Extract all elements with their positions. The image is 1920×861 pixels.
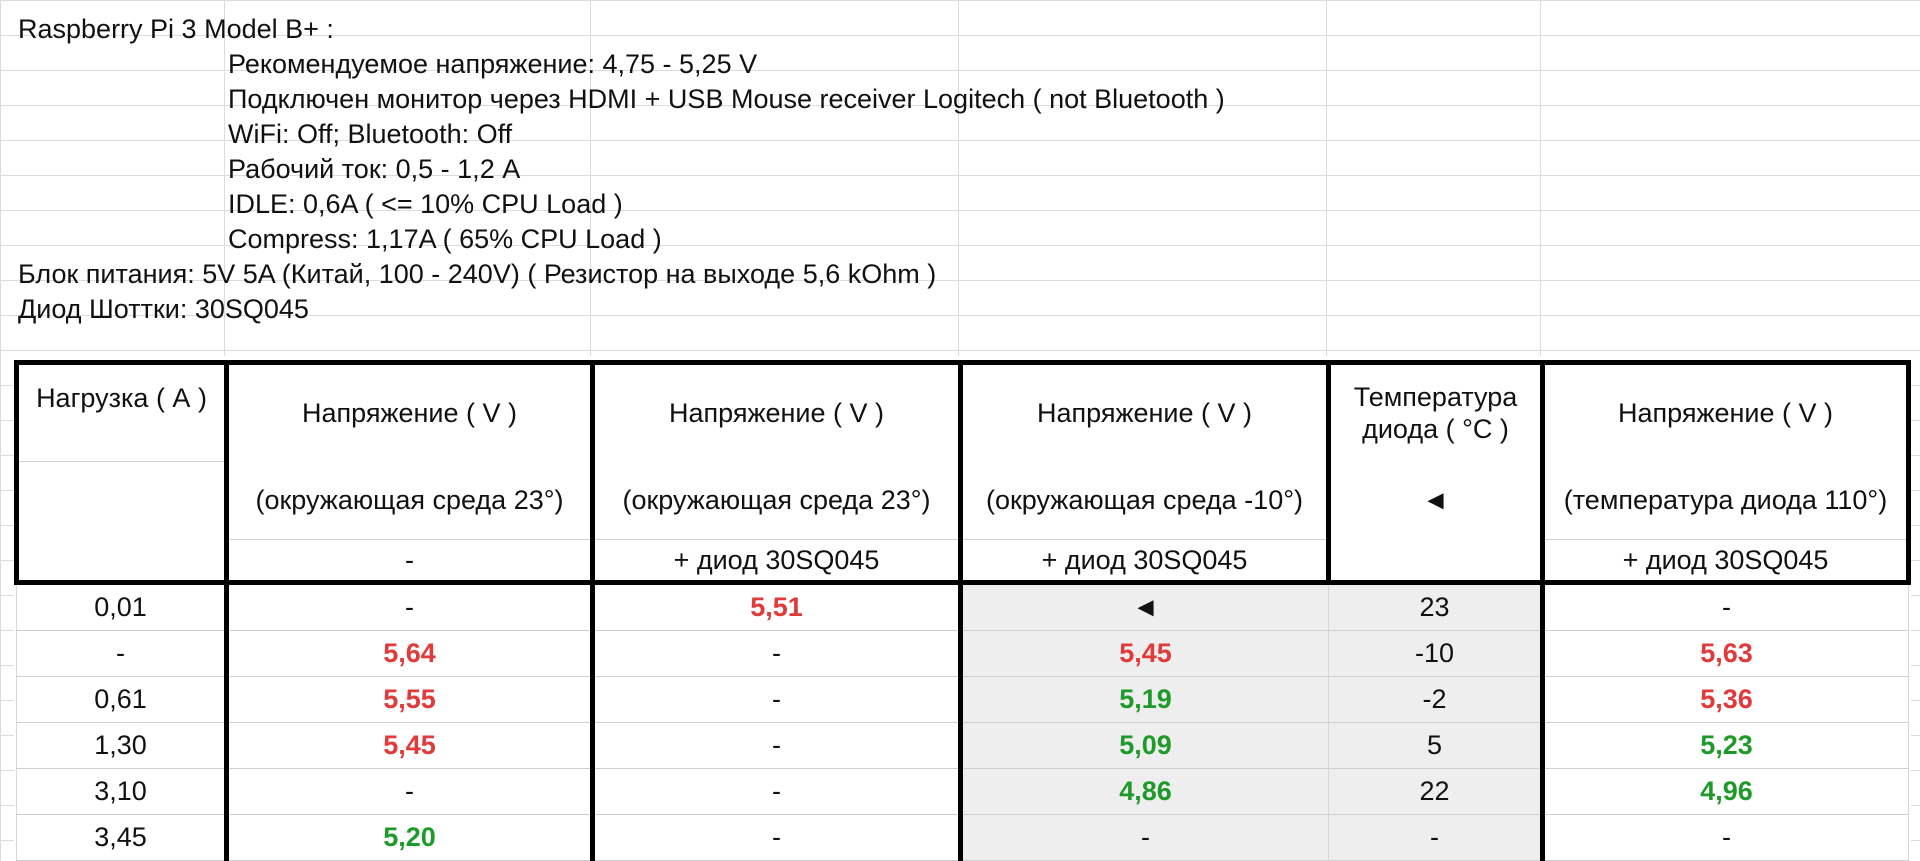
header-condition-4: (температура диода 110°) — [1543, 462, 1909, 540]
header-diode-3: + диод 30SQ045 — [961, 540, 1329, 583]
grid-line — [958, 0, 959, 356]
header-diode-temp — [1329, 363, 1543, 462]
load-cell: 0,61 — [17, 677, 227, 723]
triangle-left-icon: ◄ — [1329, 462, 1543, 540]
note-current: Рабочий ток: 0,5 - 1,2 A — [228, 154, 521, 184]
table-row — [17, 677, 1909, 723]
voltage-cell: 5,64 — [227, 631, 593, 677]
header-cell — [1329, 540, 1543, 583]
temperature-cell: 5 — [1329, 723, 1543, 769]
voltage-cell: 4,86 — [961, 769, 1329, 815]
voltage-cell: 5,55 — [227, 677, 593, 723]
voltage-cell: - — [593, 631, 961, 677]
header-condition-2: (окружающая среда 23°) — [593, 462, 961, 540]
triangle-left-icon: ◄ — [961, 583, 1329, 631]
voltage-cell: - — [593, 769, 961, 815]
note-psu: Блок питания: 5V 5A (Китай, 100 - 240V) ( Резистор на выходе 5,6 kOhm ) — [18, 259, 937, 289]
temperature-cell: -10 — [1329, 631, 1543, 677]
note-device: Raspberry Pi 3 Model B+ : — [18, 14, 334, 44]
voltage-cell: 5,45 — [227, 723, 593, 769]
temperature-cell: - — [1329, 815, 1543, 861]
voltage-table — [14, 360, 1911, 861]
header-row — [17, 540, 1909, 583]
voltage-cell: 4,96 — [1543, 769, 1909, 815]
load-cell: 0,01 — [17, 583, 227, 631]
header-voltage-1: Напряжение ( V ) — [227, 363, 593, 462]
header-condition-3: (окружающая среда -10°) — [961, 462, 1329, 540]
temperature-cell: 22 — [1329, 769, 1543, 815]
table-row — [17, 815, 1909, 861]
load-cell: 3,10 — [17, 769, 227, 815]
voltage-cell: - — [227, 583, 593, 631]
load-cell: 3,45 — [17, 815, 227, 861]
temperature-cell: -2 — [1329, 677, 1543, 723]
header-diode-2: + диод 30SQ045 — [593, 540, 961, 583]
grid-line — [1326, 0, 1327, 356]
voltage-cell: 5,63 — [1543, 631, 1909, 677]
voltage-cell: 5,51 — [593, 583, 961, 631]
header-cell — [17, 462, 227, 540]
load-cell: 1,30 — [17, 723, 227, 769]
voltage-cell: 5,20 — [227, 815, 593, 861]
voltage-cell: - — [1543, 815, 1909, 861]
voltage-cell: - — [961, 815, 1329, 861]
voltage-cell: - — [227, 769, 593, 815]
header-load: Нагрузка ( А ) — [17, 363, 227, 462]
voltage-cell: 5,09 — [961, 723, 1329, 769]
note-diode: Диод Шоттки: 30SQ045 — [18, 294, 309, 324]
voltage-cell: 5,19 — [961, 677, 1329, 723]
table-row — [17, 583, 1909, 631]
load-cell: - — [17, 631, 227, 677]
header-row — [17, 363, 1909, 462]
header-row — [17, 462, 1909, 540]
table-row — [17, 723, 1909, 769]
header-voltage-2: Напряжение ( V ) — [593, 363, 961, 462]
grid-line — [1540, 0, 1541, 356]
header-cell — [17, 540, 227, 583]
header-diode-4: + диод 30SQ045 — [1543, 540, 1909, 583]
voltage-cell: 5,36 — [1543, 677, 1909, 723]
header-condition-1: (окружающая среда 23°) — [227, 462, 593, 540]
header-diode-1: - — [227, 540, 593, 583]
voltage-cell: - — [593, 677, 961, 723]
header-diode-temp-label: Температура диода ( °C ) — [1353, 382, 1518, 444]
voltage-cell: 5,23 — [1543, 723, 1909, 769]
header-voltage-3: Напряжение ( V ) — [961, 363, 1329, 462]
voltage-cell: - — [593, 815, 961, 861]
note-idle: IDLE: 0,6A ( <= 10% CPU Load ) — [228, 189, 623, 219]
voltage-cell: - — [1543, 583, 1909, 631]
note-monitor: Подключен монитор через HDMI + USB Mouse receiver Logitech ( not Bluetooth ) — [228, 84, 1225, 114]
table-row — [17, 769, 1909, 815]
header-voltage-4: Напряжение ( V ) — [1543, 363, 1909, 462]
voltage-cell: 5,45 — [961, 631, 1329, 677]
note-wifi: WiFi: Off; Bluetooth: Off — [228, 119, 513, 149]
temperature-cell: 23 — [1329, 583, 1543, 631]
note-compress: Compress: 1,17A ( 65% CPU Load ) — [228, 224, 662, 254]
note-voltage: Рекомендуемое напряжение: 4,75 - 5,25 V — [228, 49, 758, 79]
table-row — [17, 631, 1909, 677]
voltage-cell: - — [593, 723, 961, 769]
